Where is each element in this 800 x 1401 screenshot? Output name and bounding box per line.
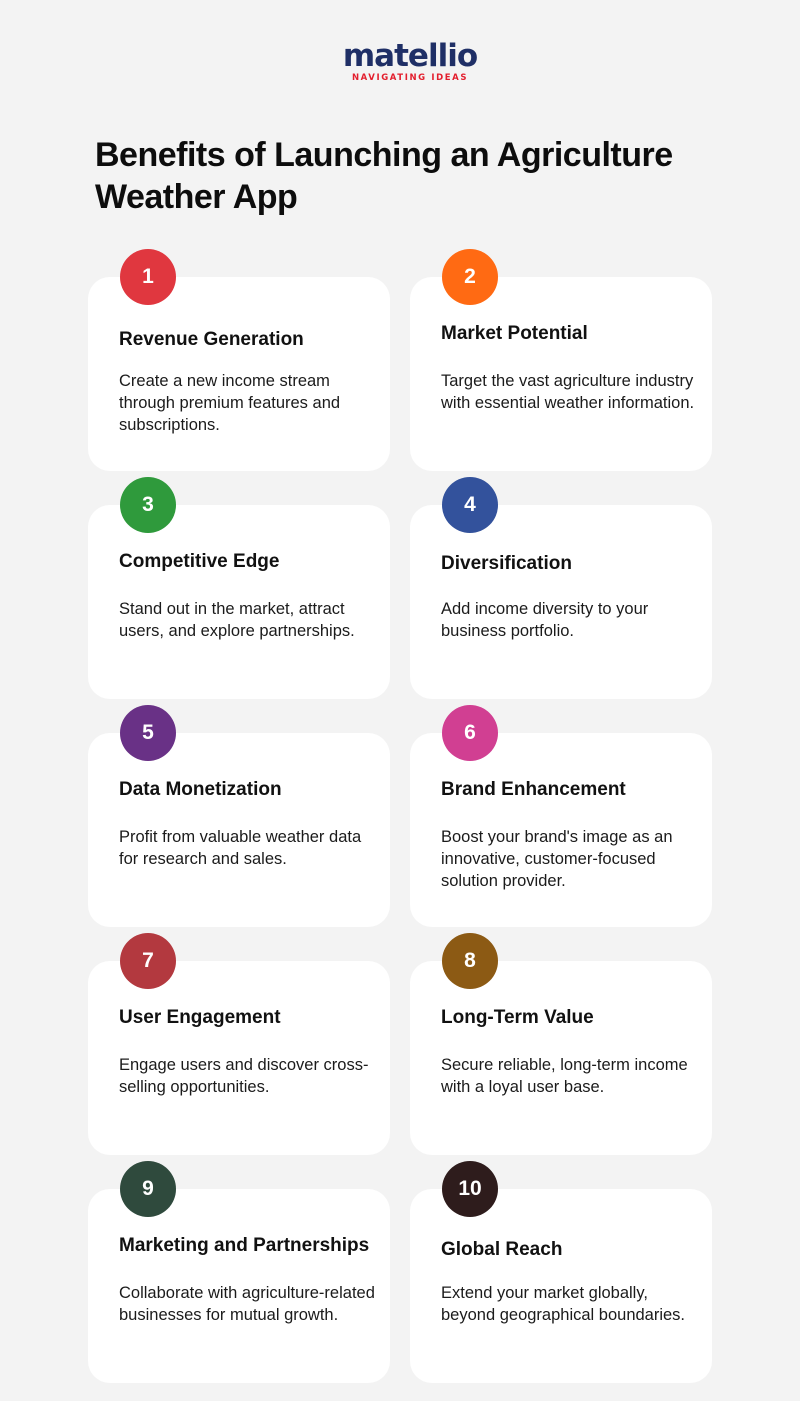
card-description: Secure reliable, long-term income with a loyal user base. [441,1056,688,1096]
number-badge: 2 [442,249,498,305]
card-9 [88,1177,390,1383]
card-2 [410,265,712,471]
card-8 [410,949,712,1155]
card-title: Brand Enhancement [441,779,626,800]
card-title: Market Potential [441,323,588,344]
card-3 [88,493,390,699]
card-title: User Engagement [119,1007,281,1028]
number-badge: 1 [120,249,176,305]
card-description: Boost your brand's image as an innovative, customer-focused solution provider. [441,828,673,890]
number-badge: 3 [120,477,176,533]
card-title: Data Monetization [119,779,282,800]
card-title: Global Reach [441,1239,563,1260]
number-badge: 10 [442,1161,498,1217]
brand-name: matellio [342,38,478,74]
card-description: Collaborate with agriculture-related businesses for mutual growth. [119,1284,375,1324]
card-title: Competitive Edge [119,551,280,572]
brand-tagline: NAVIGATING IDEAS [351,73,469,83]
number-badge: 8 [442,933,498,989]
brand-logo [0,40,800,83]
card-title: Diversification [441,553,572,574]
number-badge: 9 [120,1161,176,1217]
card-title: Long-Term Value [441,1007,594,1028]
number-badge: 6 [442,705,498,761]
number-badge: 5 [120,705,176,761]
page-title: Benefits of Launching an Agriculture Weather App [95,136,673,216]
card-description: Extend your market globally, beyond geographical boundaries. [441,1284,686,1324]
card-description: Stand out in the market, attract users, and explore partnerships. [119,600,355,640]
card-10 [410,1177,712,1383]
card-6 [410,721,712,927]
card-1 [88,265,390,471]
card-description: Create a new income stream through premium features and subscriptions. [119,372,341,434]
card-title: Revenue Generation [119,329,304,350]
card-description: Engage users and discover cross-selling opportunities. [119,1056,369,1096]
card-5 [88,721,390,927]
number-badge: 7 [120,933,176,989]
card-4 [410,493,712,699]
card-title: Marketing and Partnerships [119,1235,370,1256]
card-description: Target the vast agriculture industry with essential weather information. [441,372,695,412]
card-description: Profit from valuable weather data for research and sales. [119,828,362,868]
number-badge: 4 [442,477,498,533]
card-7 [88,949,390,1155]
card-description: Add income diversity to your business portfolio. [441,600,649,640]
